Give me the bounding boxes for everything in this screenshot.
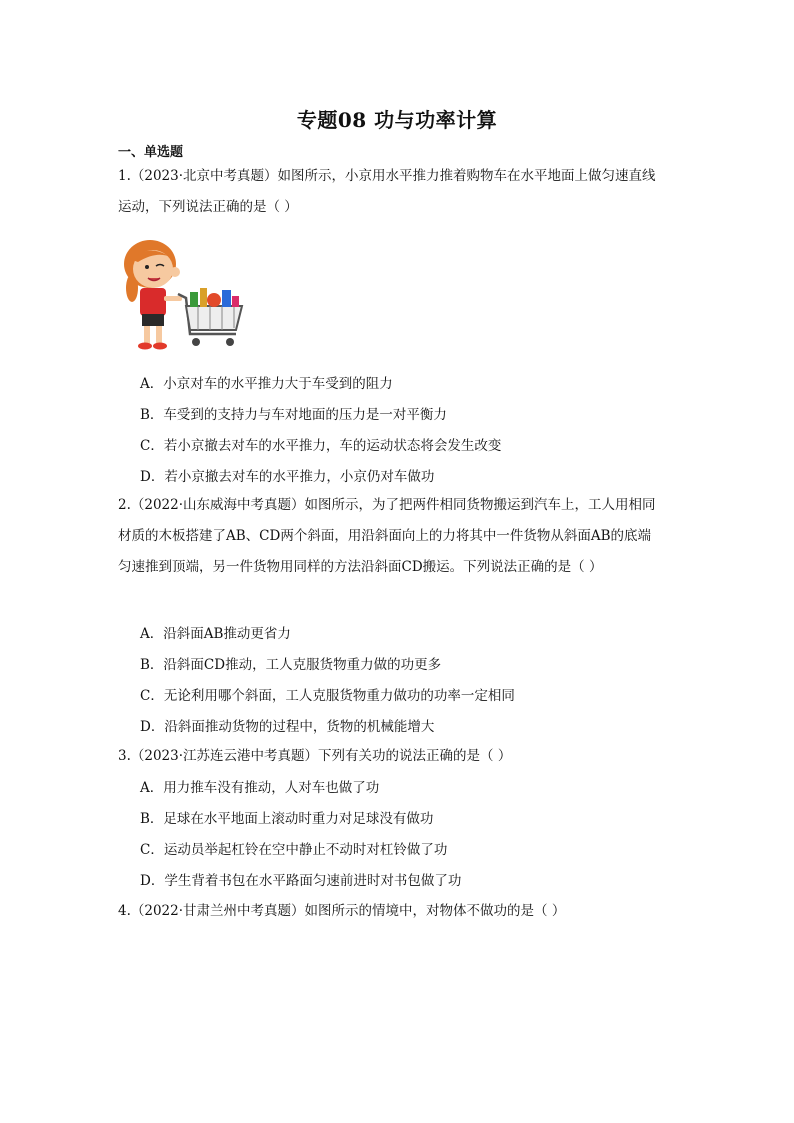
page-title: 专题08 功与功率计算 xyxy=(296,108,498,132)
girl-pushing-cart-illustration xyxy=(118,236,250,354)
question-1-option-d: D．若小京撤去对车的水平推力，小京仍对车做功 xyxy=(140,469,435,485)
question-1-option-b: B．车受到的支持力与车对地面的压力是一对平衡力 xyxy=(140,407,447,423)
question-1-line-1: 1.（2023·北京中考真题）如图所示，小京用水平推力推着购物车在水平地面上做匀速直线 xyxy=(118,168,656,184)
section-heading: 一、单选题 xyxy=(118,145,184,160)
question-1-option-c: C．若小京撤去对车的水平推力，车的运动状态将会发生改变 xyxy=(140,438,502,454)
question-4-stem xyxy=(118,896,678,927)
question-2-option-c: C．无论利用哪个斜面，工人克服货物重力做功的功率一定相同 xyxy=(140,688,515,704)
question-3-option-d: D．学生背着书包在水平路面匀速前进时对书包做了功 xyxy=(140,873,462,889)
question-3-line-1: 3.（2023·江苏连云港中考真题）下列有关功的说法正确的是（ ） xyxy=(118,748,512,764)
question-3-stem xyxy=(118,741,678,772)
question-2-option-a: A．沿斜面AB推动更省力 xyxy=(140,626,291,642)
question-1-line-2: 运动，下列说法正确的是（ ） xyxy=(118,199,298,215)
question-1-stem xyxy=(118,161,678,223)
question-2-line-1: 2.（2022·山东威海中考真题）如图所示，为了把两件相同货物搬运到汽车上，工人用相同 xyxy=(118,497,656,513)
question-2-line-2: 材质的木板搭建了AB、CD两个斜面，用沿斜面向上的力将其中一件货物从斜面AB的底端 xyxy=(118,528,651,544)
question-2-stem xyxy=(118,490,678,583)
question-2-line-3: 匀速推到顶端，另一件货物用同样的方法沿斜面CD搬运。下列说法正确的是（ ） xyxy=(118,559,603,575)
question-3-option-a: A．用力推车没有推动，人对车也做了功 xyxy=(140,780,380,796)
question-4-line-1: 4.（2022·甘肃兰州中考真题）如图所示的情境中，对物体不做功的是（ ） xyxy=(118,903,566,919)
question-1-option-a: A．小京对车的水平推力大于车受到的阻力 xyxy=(140,376,393,392)
question-3-option-b: B．足球在水平地面上滚动时重力对足球没有做功 xyxy=(140,811,434,827)
question-2-option-d: D．沿斜面推动货物的过程中，货物的机械能增大 xyxy=(140,719,435,735)
question-3-option-c: C．运动员举起杠铃在空中静止不动时对杠铃做了功 xyxy=(140,842,448,858)
question-2-option-b: B．沿斜面CD推动，工人克服货物重力做的功更多 xyxy=(140,657,442,673)
